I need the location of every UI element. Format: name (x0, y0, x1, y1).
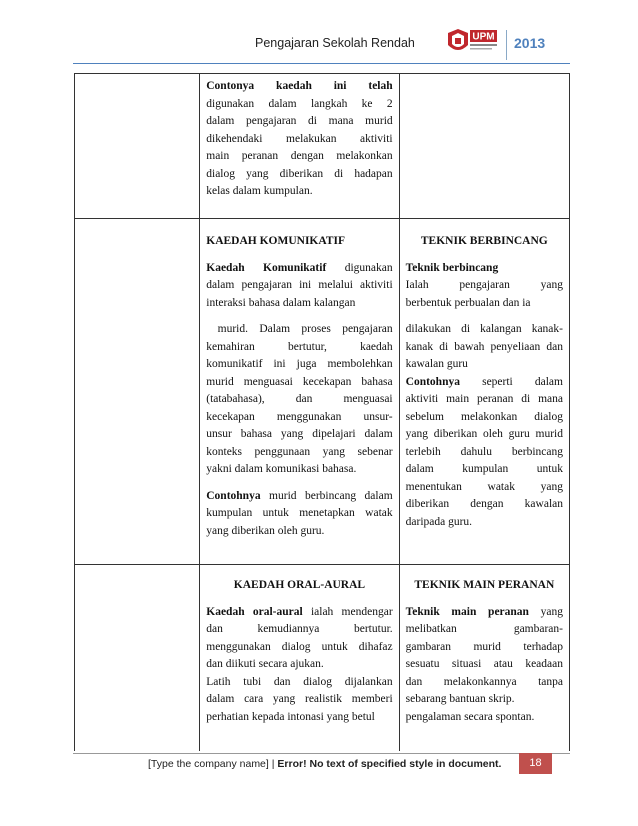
text-line: kelas dalam kumpulan. (206, 185, 313, 197)
text-line: dan melakonkannya tanpa (405, 675, 563, 688)
text-line: gambaran murid terhadap (405, 640, 563, 653)
text-line: Latih tubi dan dialog dijalankan (206, 675, 393, 688)
text-line: aktiviti main peranan di mana (405, 393, 563, 405)
text-line: sesuatu situasi atau keadaan (405, 658, 563, 670)
text-line: dalam kumpulan untuk (405, 463, 563, 475)
upm-logo-icon (446, 27, 498, 59)
text-line: melibatkan gambaran- (405, 623, 563, 635)
table-cell-method (200, 219, 399, 565)
table-cell-technique (399, 219, 569, 565)
table-cell-method (200, 74, 399, 219)
text-line: dan diikuti secara ajukan. (206, 658, 324, 670)
table-cell-method (200, 565, 399, 751)
text-line: diberikan dengan kawalan (405, 498, 563, 510)
footer-separator: | (271, 758, 275, 770)
text-line: kanak di bawah penyeliaan dan (405, 340, 563, 353)
text-line: yakni dalam komunikasi bahasa. (206, 463, 357, 475)
text-line: sebelum melakonkan dialog (405, 410, 563, 423)
footer-error: Error! No text of specified style in document. (277, 758, 502, 770)
text-line: sebarang bantuan skrip. (405, 693, 515, 705)
text-line: Kaedah oral-aural ialah mendengar (206, 605, 393, 618)
text-line: dalam pengajaran ini melalui aktiviti (206, 279, 393, 291)
text-line: menentukan watak yang (405, 480, 563, 493)
svg-text:UPM: UPM (472, 31, 495, 43)
text-line: (tatabahasa), dan menguasai (206, 393, 393, 405)
text-line: dialog yang diberikan di hadapan (206, 167, 393, 180)
technique-title: TEKNIK MAIN PERANAN (414, 579, 555, 591)
table-cell-empty (75, 74, 200, 219)
teaching-methods-table (74, 73, 570, 751)
text-line: dikehendaki melakukan aktiviti (206, 132, 393, 145)
method-title: KAEDAH ORAL-AURAL (233, 579, 366, 591)
text-line: Contonya kaedah ini telah (206, 80, 393, 92)
header-year: 2013 (514, 35, 546, 51)
method-title: KAEDAH KOMUNIKATIF (206, 235, 345, 247)
text-line: komunikatif ini juga membolehkan (206, 358, 393, 370)
table-cell-technique (399, 565, 569, 751)
text-line: daripada guru. (405, 515, 473, 528)
text-line: main peranan dengan melakonkan (206, 150, 393, 162)
text-line: murid. Dalam proses pengajaran (217, 323, 393, 335)
text-line: kemahiran bertutur, kaedah (206, 340, 393, 353)
text-line: berbentuk perbualan dan ia (405, 296, 531, 309)
footer-text (148, 758, 501, 770)
text-line: Teknik berbincang (405, 261, 499, 274)
table-cell-empty (75, 219, 200, 565)
text-line: dalam cara yang realistik memberi (206, 693, 393, 705)
text-line: Kaedah Komunikatif digunakan (206, 261, 393, 274)
table-cell-empty (75, 565, 200, 751)
table-row (75, 565, 570, 751)
text-line: yang diberikan oleh guru murid (405, 428, 563, 440)
text-line: dan kemudiannya bertutur. (206, 623, 393, 635)
text-line: kawalan guru (405, 358, 468, 370)
header-divider (506, 30, 507, 60)
text-line: digunakan dalam langkah ke 2 (206, 97, 393, 110)
text-line: interaksi bahasa dalam kalangan (206, 296, 356, 309)
text-line: Contohnya murid berbincang dalam (206, 489, 393, 502)
text-line: unsur bahasa yang dipelajari dalam (206, 428, 393, 440)
text-line: perhatian kepada intonasi yang betul (206, 710, 375, 723)
text-line: kecekapan menggunakan unsur- (206, 410, 393, 423)
text-line: murid menguasai kecekapan bahasa (206, 375, 393, 388)
header-title: Pengajaran Sekolah Rendah (255, 36, 415, 50)
technique-title: TEKNIK BERBINCANG (420, 235, 548, 247)
text-line: yang diberikan oleh guru. (206, 524, 325, 537)
text-line: kumpulan untuk menetapkan watak (206, 507, 393, 519)
footer-rule (73, 753, 570, 754)
text-line: konteks penggunaan yang sebenar (206, 445, 393, 458)
text-line: Teknik main peranan yang (405, 605, 564, 618)
page-number: 18 (519, 753, 552, 774)
table-row (75, 219, 570, 565)
text-line: menggunakan dialog untuk dihafaz (206, 640, 393, 653)
text-line: terlebih dahulu berbincang (405, 445, 563, 458)
text-line: dilakukan di kalangan kanak- (405, 323, 563, 335)
text-line: pengalaman secara spontan. (405, 710, 535, 723)
footer-company: [Type the company name] (148, 758, 269, 770)
table-cell-empty (399, 74, 569, 219)
text-line: dalam pengajaran di mana murid (206, 115, 393, 127)
text-line: Contohnya seperti dalam (405, 375, 563, 388)
header-rule (73, 63, 570, 64)
text-line: Ialah pengajaran yang (405, 279, 563, 291)
table-row (75, 74, 570, 219)
